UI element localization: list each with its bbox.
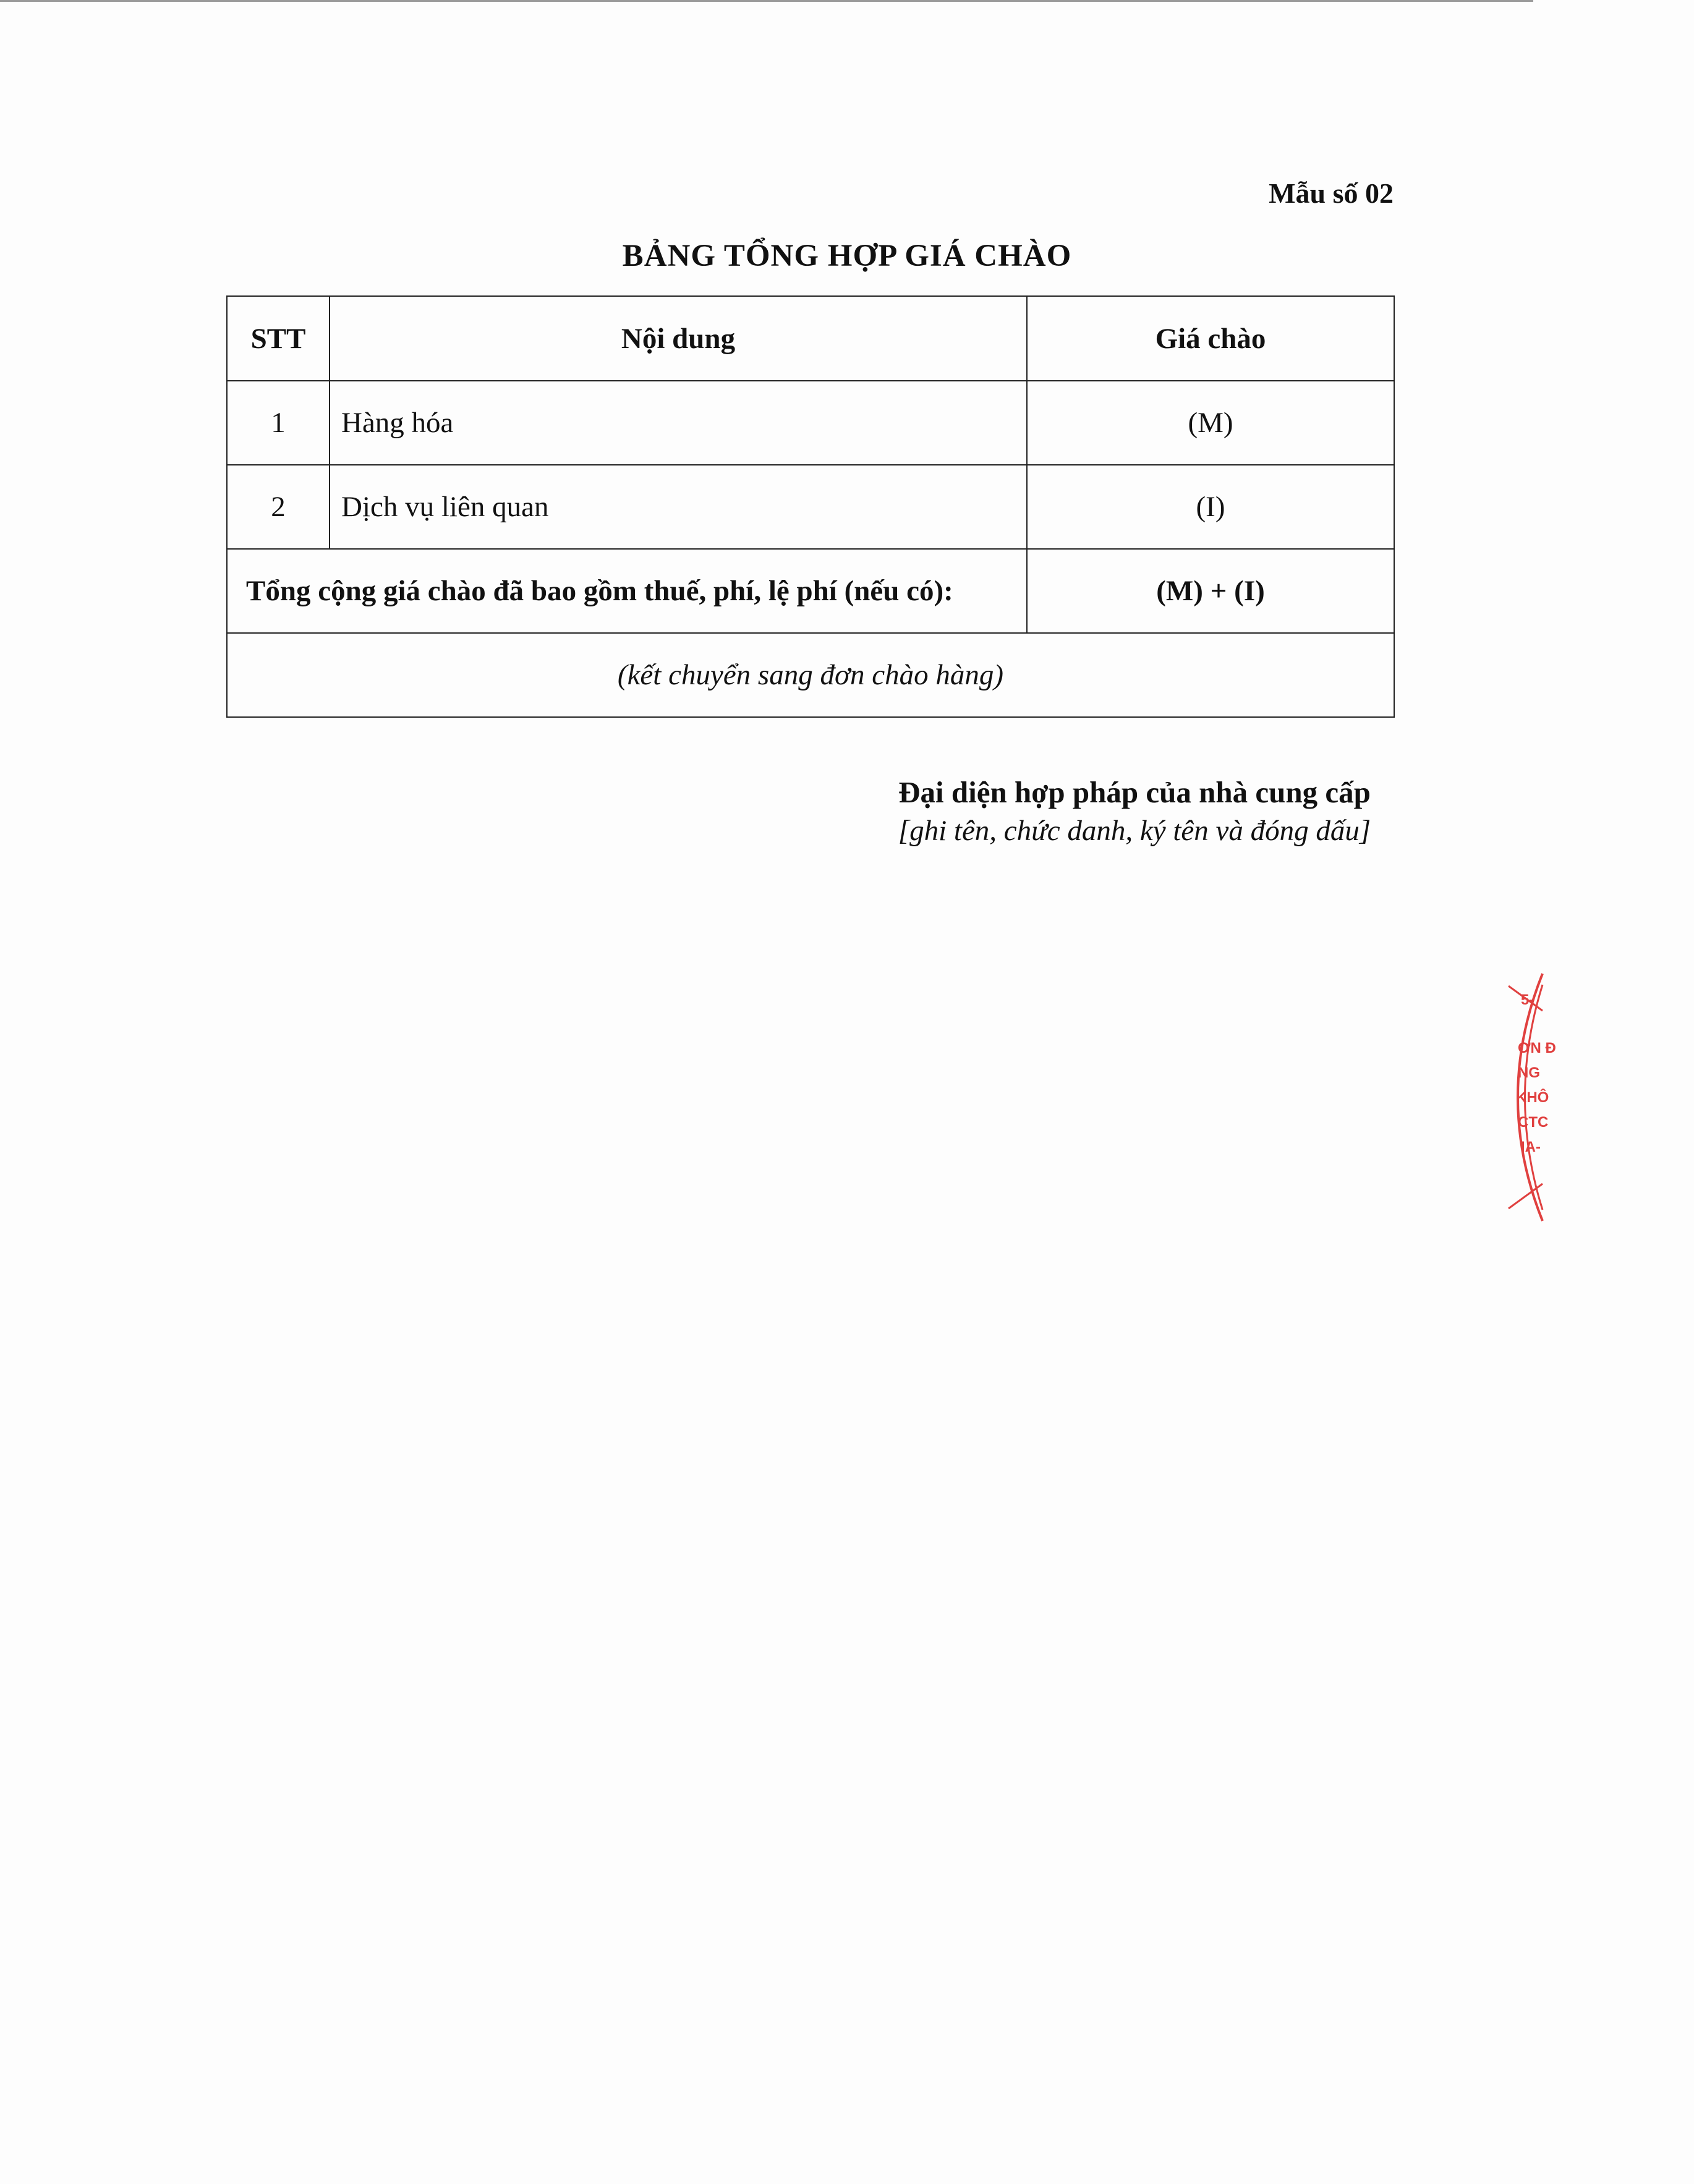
table-row (227, 381, 1394, 465)
header-stt: STT (227, 296, 330, 381)
total-row (227, 549, 1394, 633)
table-header-row (227, 296, 1394, 381)
form-number: Mẫu số 02 (1269, 177, 1394, 209)
stamp-fragment: 5- (1521, 992, 1534, 1008)
red-seal-stamp (1484, 974, 1556, 1221)
total-value: (M) + (I) (1027, 549, 1394, 633)
page-top-edge (0, 0, 1533, 2)
signature-title: Đại diện hợp pháp của nhà cung cấp (898, 775, 1371, 809)
stamp-fragment: ƠN Đ (1518, 1040, 1556, 1056)
stamp-fragment: KHÔ (1516, 1089, 1549, 1106)
signature-instruction: [ghi tên, chức danh, ký tên và đóng dấu] (898, 815, 1371, 847)
row-stt: 2 (227, 465, 330, 549)
header-price: Giá chào (1027, 296, 1394, 381)
transfer-note: (kết chuyển sang đơn chào hàng) (227, 633, 1394, 717)
table-row (227, 465, 1394, 549)
document-title: BẢNG TỔNG HỢP GIÁ CHÀO (622, 239, 1072, 273)
header-content: Nội dung (330, 296, 1027, 381)
total-label: Tổng cộng giá chào đã bao gồm thuế, phí, lệ phí (nếu có): (227, 549, 1027, 633)
row-price: (M) (1027, 381, 1394, 465)
stamp-fragment: IA- (1521, 1139, 1541, 1155)
stamp-fragment: CTC (1518, 1114, 1549, 1131)
note-row (227, 633, 1394, 717)
row-price: (I) (1027, 465, 1394, 549)
row-content: Hàng hóa (330, 381, 1027, 465)
stamp-fragment: NG (1518, 1064, 1540, 1081)
row-content: Dịch vụ liên quan (330, 465, 1027, 549)
signature-block (866, 773, 1403, 849)
row-stt: 1 (227, 381, 330, 465)
price-summary-table (226, 295, 1395, 718)
